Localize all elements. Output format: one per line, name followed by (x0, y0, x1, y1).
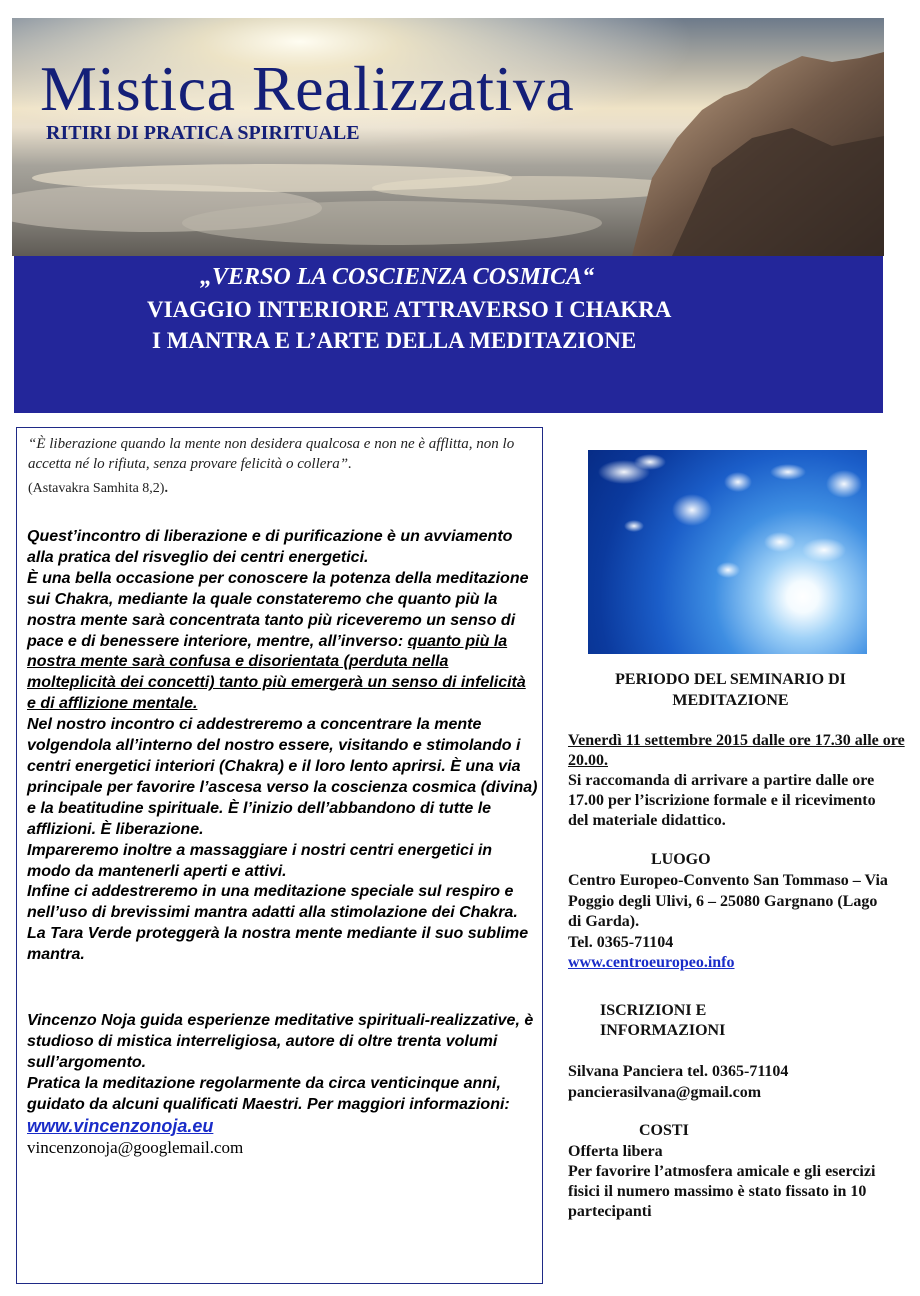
registration-details (568, 1061, 788, 1103)
banner-line-2: VIAGGIO INTERIORE ATTRAVERSO I CHAKRA (147, 297, 672, 322)
costs-details (568, 1142, 888, 1222)
occasion-paragraph (27, 569, 539, 715)
quote-source (28, 481, 168, 497)
occasion-underlined-text: quanto più la nostra mente sarà confusa e disorientata (perduta nella molteplicità dei concetti) tanto più emergerà un senso di infelicità e di afflizione mentale. (27, 632, 526, 713)
arrival-note: Si raccomanda di arrivare a partire dalle ore 17.00 per l’iscrizione formale e il ricevimento del materiale didattico. (568, 772, 876, 829)
location-website-link[interactable]: www.centroeuropeo.info (568, 954, 735, 971)
quote-source-text: (Astavakra Samhita 8,2) (28, 481, 165, 496)
location-address: Centro Europeo-Convento San Tommaso – Via Poggio degli Ulivi, 6 – 25080 Gargnano (Lago di Garda). (568, 872, 888, 930)
header-photo (12, 18, 884, 256)
teacher-website-link[interactable]: www.vincenzonoja.eu (27, 1115, 214, 1136)
banner-title: „VERSO LA COSCIENZA COSMICA“ (200, 264, 595, 290)
banner-line-3: I MANTRA E L’ARTE DELLA MEDITAZIONE (152, 328, 637, 353)
intro-paragraph: Quest’incontro di liberazione e di purificazione è un avviamento alla pratica del risveglio dei centri energetici. (27, 528, 513, 566)
bio-practice-paragraph (27, 1074, 539, 1139)
seminar-date (568, 731, 920, 771)
teacher-email: vincenzonoja@googlemail.com (27, 1138, 244, 1158)
sky-clouds-graphic (588, 450, 867, 654)
massage-paragraph: Impareremo inoltre a massaggiare i nostri centri energetici in modo da mantenerli aperti e attivi. (27, 841, 493, 880)
quote-source-end: . (164, 481, 168, 496)
costs-note: Per favorire l’atmosfera amicale e gli esercizi fisici il numero massimo è stato fissato in 10 partecipanti (568, 1163, 876, 1220)
page-title: Mistica Realizzativa (40, 53, 575, 124)
quote-text: “È liberazione quando la mente non desidera qualcosa e non ne è afflitta, non lo accetta né lo rifiuta, senza provare felicità o collera”. (28, 436, 515, 472)
bio-practice-text: Pratica la meditazione regolarmente da circa venticinque anni, guidato da alcuni qualificati Maestri. Per maggiori informazioni: (27, 1074, 510, 1113)
seminar-date-text: Venerdì 11 settembre 2015 dalle ore 17.30 alle ore 20.00. (568, 732, 905, 769)
sky-image (588, 450, 867, 654)
registration-email: pancierasilvana@gmail.com (568, 1084, 762, 1101)
registration-contact: Silvana Panciera tel. 0365-71104 (568, 1063, 789, 1080)
costs-offer: Offerta libera (568, 1143, 663, 1160)
location-details (568, 871, 888, 974)
seminar-description (27, 527, 539, 966)
costs-heading: COSTI (639, 1122, 689, 1139)
period-heading: PERIODO DEL SEMINARIO DI MEDITAZIONE (615, 671, 846, 709)
breath-paragraph: Infine ci addestreremo in una meditazione speciale sul respiro e nell’uso di brevissimi mantra adatti alla stimolazione dei Chakra. La Tara Verde proteggerà la nostra mente mediante il suo sublime mantra. (27, 883, 529, 964)
bio-paragraph: Vincenzo Noja guida esperienze meditative spirituali-realizzative, è studioso di mistica interreligiosa, autore di oltre trenta volumi sull’argomento. (27, 1012, 534, 1071)
page-subtitle: RITIRI DI PRATICA SPIRITUALE (46, 122, 360, 144)
practice-paragraph: Nel nostro incontro ci addestreremo a concentrare la mente volgendola all’interno del nostro essere, visitando e stimolando i centri energetici interiori (Chakra) e il loro lento aprirsi. È una via principale per favorire l’ascesa verso la coscienza cosmica (divina) e la beatitudine spirituale. È l’inizio dell’abbandono di tutte le afflizioni. È liberazione. (27, 716, 538, 838)
registration-heading (600, 1001, 750, 1041)
title-banner (14, 256, 883, 413)
location-heading: LUOGO (651, 851, 711, 868)
teacher-bio (27, 1011, 539, 1159)
registration-heading-text: ISCRIZIONI E INFORMAZIONI (600, 1002, 726, 1039)
location-phone: Tel. 0365-71104 (568, 933, 674, 951)
occasion-text: È una bella occasione per conoscere la potenza della meditazione sui Chakra, mediante la quale constateremo che quanto più la nostra mente sarà concentrata tanto più riceveremo un senso di pace e di benessere interiore, mentre, all’inverso: (27, 569, 529, 650)
